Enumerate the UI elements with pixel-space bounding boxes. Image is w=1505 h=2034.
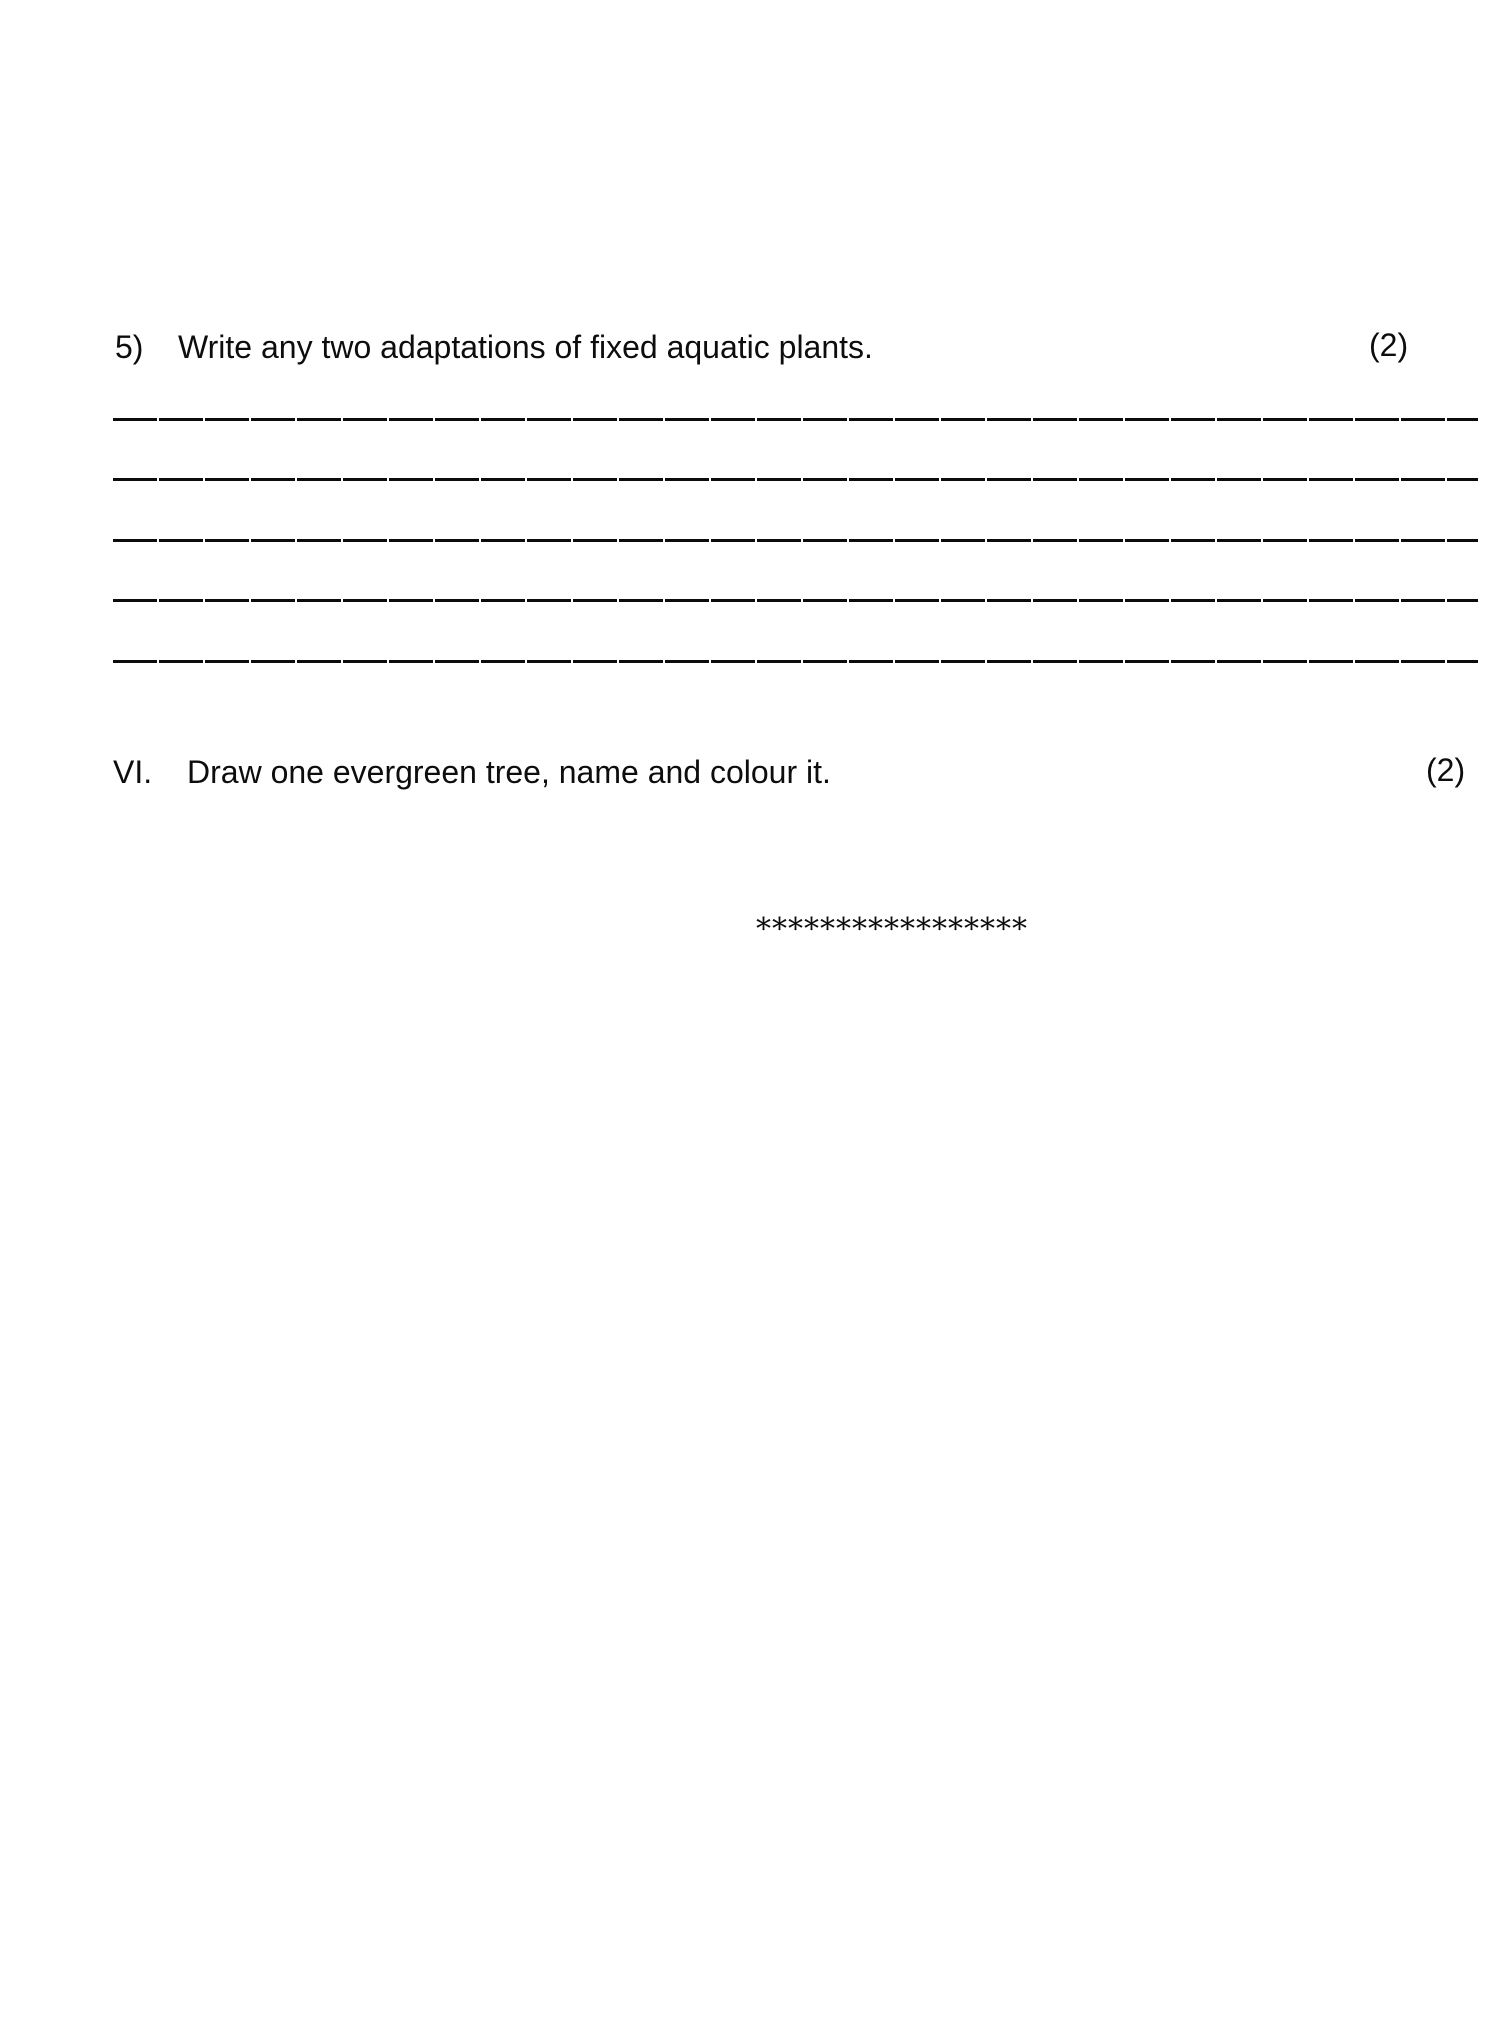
answer-line [113, 660, 1478, 663]
question-5-text: Write any two adaptations of fixed aquatic plants. [178, 329, 873, 365]
answer-line [113, 539, 1478, 542]
question-5-marks: (2) [1369, 327, 1409, 363]
question-6-marks: (2) [1426, 752, 1466, 788]
question-6-text: Draw one evergreen tree, name and colour it. [187, 754, 831, 790]
question-5-number: 5) [115, 329, 144, 365]
answer-line [113, 599, 1478, 602]
answer-line [113, 478, 1478, 481]
end-of-paper-separator: ***************** [756, 912, 1028, 947]
question-6-number: VI. [113, 754, 153, 790]
answer-line [113, 418, 1478, 421]
